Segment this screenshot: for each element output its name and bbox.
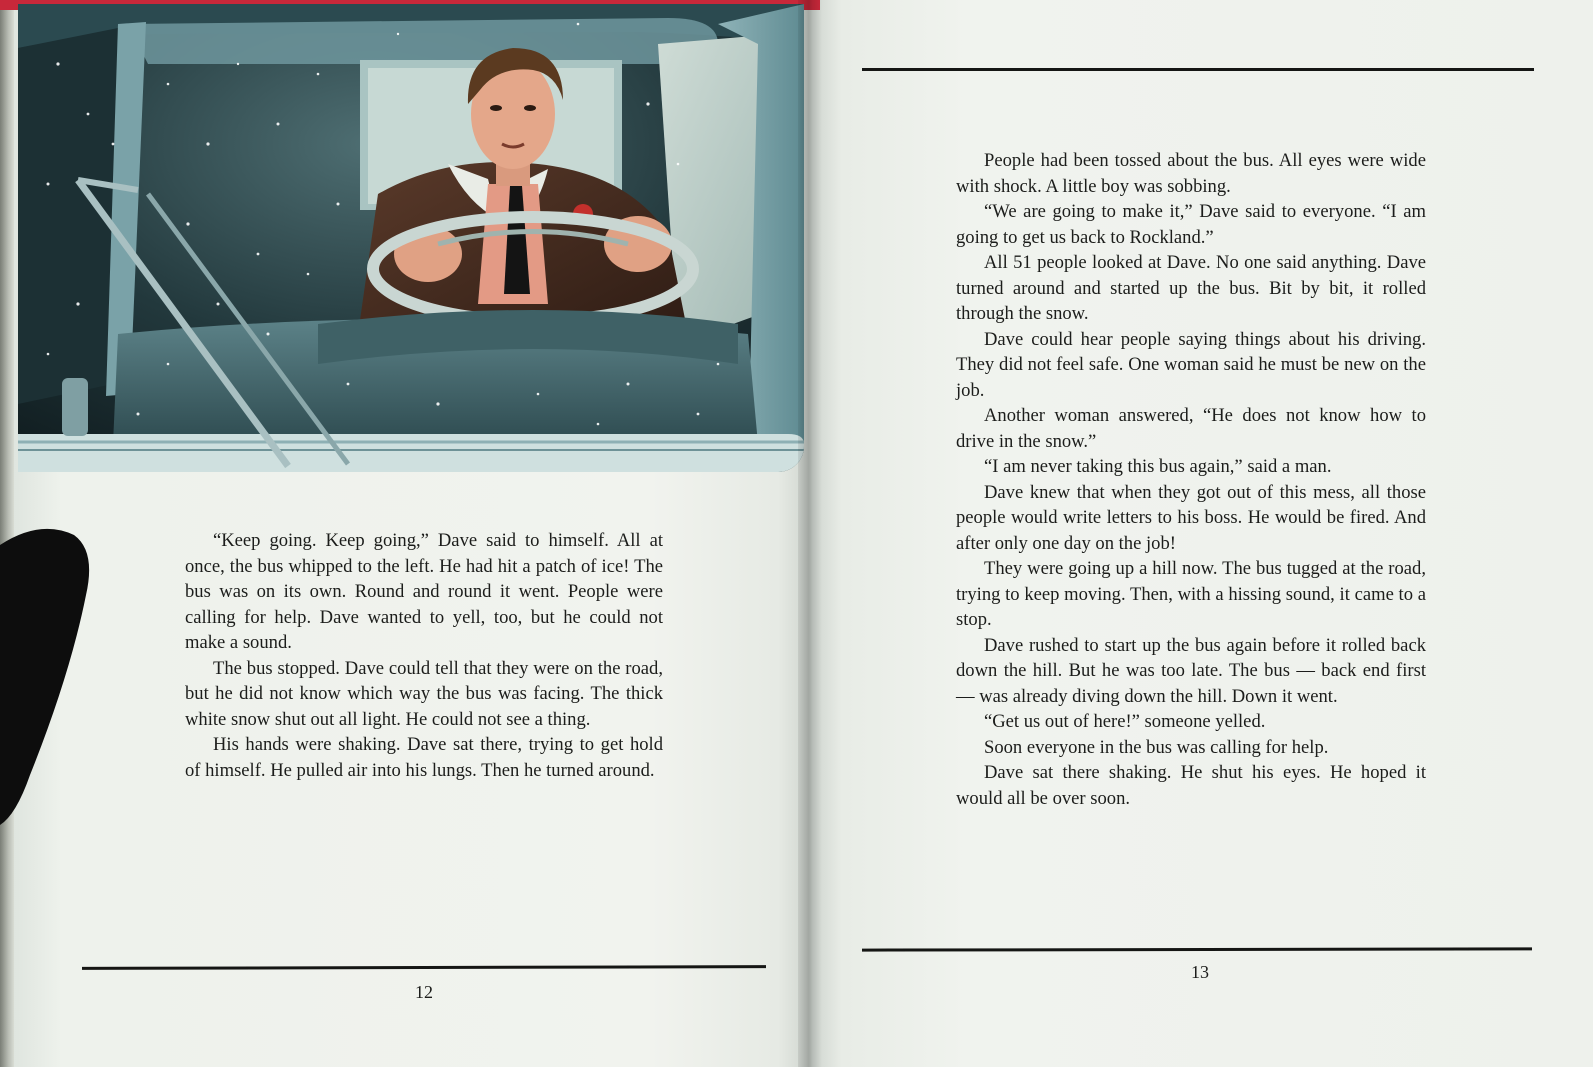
paragraph: His hands were shaking. Dave sat there, trying to get hold of himself. He pulled air into his lungs. Then he turned around. bbox=[185, 734, 663, 781]
paragraph: “Keep going. Keep going,” Dave said to himself. All at once, the bus whipped to the left. He had hit a patch of ice! The bus was on its own. Round and round it went. People were calling for help. Dave wanted to yell, too, but he could not make a sound. bbox=[185, 530, 663, 653]
paragraph: Dave sat there shaking. He shut his eyes. He hoped it would all be over soon. bbox=[956, 762, 1426, 809]
header-rule bbox=[862, 68, 1534, 71]
paragraph: Soon everyone in the bus was calling for help. bbox=[984, 736, 1329, 758]
thumb bbox=[0, 525, 92, 825]
paragraph: “Get us out of here!” someone yelled. bbox=[984, 711, 1266, 732]
left-page-text bbox=[185, 528, 663, 783]
paragraph: They were going up a hill now. The bus tugged at the road, trying to keep moving. Then, with a hissing sound, it came to a stop. bbox=[956, 558, 1426, 630]
paragraph: Dave could hear people saying things about his driving. They did not feel safe. One woman said he must be new on the job. bbox=[956, 328, 1426, 401]
book-gutter bbox=[798, 0, 822, 1067]
paragraph: Dave knew that when they got out of this mess, all those people would write letters to his boss. He would be fired. And after only one day on the job! bbox=[956, 481, 1426, 554]
right-page-text bbox=[956, 148, 1426, 811]
paragraph: Dave rushed to start up the bus again before it rolled back down the hill. But he was too late. The bus — back end first — was already diving down the hill. Down it went. bbox=[956, 634, 1426, 707]
paragraph: People had been tossed about the bus. All eyes were wide with shock. A little boy was sobbing. bbox=[956, 150, 1426, 197]
paragraph: “We are going to make it,” Dave said to everyone. “I am going to get us back to Rockland.” bbox=[956, 201, 1426, 248]
bus-driver-illustration bbox=[18, 4, 804, 472]
paragraph: The bus stopped. Dave could tell that they were on the road, but he did not know which way the bus was facing. The thick white snow shut out all light. He could not see a thing. bbox=[185, 657, 663, 730]
page-number: 13 bbox=[1191, 962, 1209, 982]
paragraph: Another woman answered, “He does not know how to drive in the snow.” bbox=[956, 405, 1426, 452]
paragraph: All 51 people looked at Dave. No one said anything. Dave turned around and started up the bus. Bit by bit, it rolled through the snow. bbox=[956, 252, 1426, 324]
paragraph: “I am never taking this bus again,” said a man. bbox=[984, 456, 1332, 477]
page-number: 12 bbox=[415, 982, 433, 1002]
